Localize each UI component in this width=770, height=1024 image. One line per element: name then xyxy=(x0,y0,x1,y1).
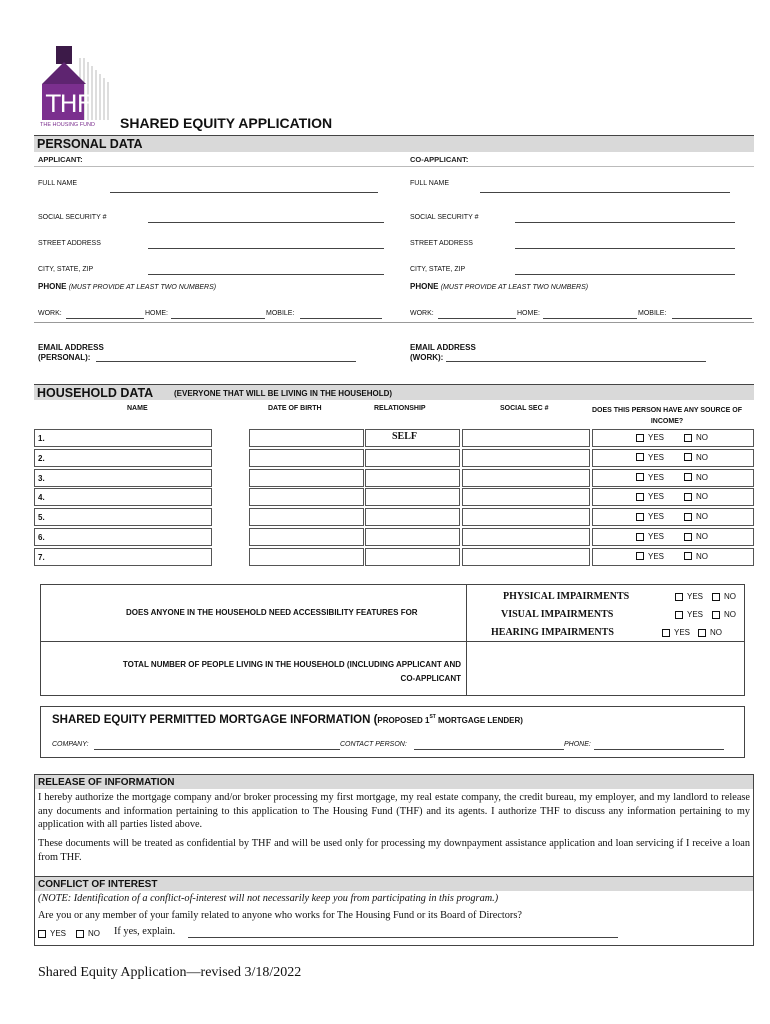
household-row-4-income-yes[interactable] xyxy=(636,492,664,501)
release-heading: RELEASE OF INFORMATION xyxy=(38,777,175,788)
col-dob: DATE OF BIRTH xyxy=(268,405,322,412)
household-row-6-ssn[interactable] xyxy=(462,528,590,546)
applicant-home-phone-field[interactable] xyxy=(171,318,265,319)
accessibility-question: DOES ANYONE IN THE HOUSEHOLD NEED ACCESSIBILITY FEATURES FOR xyxy=(126,608,418,617)
checkbox-icon xyxy=(684,453,692,461)
household-row-7-relationship[interactable] xyxy=(365,548,460,566)
logo-org-name: THE HOUSING FUND xyxy=(40,122,95,128)
household-row-1-dob[interactable] xyxy=(249,429,364,447)
household-row-4-income xyxy=(592,488,754,506)
total-people-label: TOTAL NUMBER OF PEOPLE LIVING IN THE HOUSEHOLD (INCLUDING APPLICANT AND CO-APPLICANT xyxy=(122,660,461,683)
applicant-full-name-field[interactable] xyxy=(110,192,378,193)
checkbox-icon xyxy=(636,513,644,521)
household-row-7-ssn[interactable] xyxy=(462,548,590,566)
household-row-3-dob[interactable] xyxy=(249,469,364,487)
conflict-note: (NOTE: Identification of a conflict-of-interest will not necessarily keep you from participating in this program.) xyxy=(38,893,499,904)
applicant-ssn-field[interactable] xyxy=(148,222,384,223)
applicant-mobile-phone-field[interactable] xyxy=(300,318,382,319)
household-row-2-ssn[interactable] xyxy=(462,449,590,467)
checkbox-label: YES xyxy=(648,452,665,462)
household-row-6-relationship[interactable] xyxy=(365,528,460,546)
conflict-header xyxy=(35,877,753,891)
household-row-number: 4. xyxy=(38,493,45,503)
checkbox-label: NO xyxy=(696,551,708,561)
household-row-2-name[interactable] xyxy=(34,449,212,467)
coapplicant-home-phone-field[interactable] xyxy=(543,318,637,319)
coapplicant-work-phone-field[interactable] xyxy=(438,318,516,319)
visual-no[interactable]: NO xyxy=(712,610,736,619)
checkbox-label: NO xyxy=(696,532,708,541)
hearing-yes[interactable]: YES xyxy=(662,628,690,637)
checkbox-label: NO xyxy=(696,472,708,482)
household-row-5-relationship[interactable] xyxy=(365,508,460,526)
applicant-city-label: CITY, STATE, ZIP xyxy=(38,266,94,273)
household-row-2-income-yes[interactable] xyxy=(636,453,664,462)
household-row-3-relationship[interactable] xyxy=(365,469,460,487)
household-row-6-dob[interactable] xyxy=(249,528,364,546)
household-row-4-income-no[interactable] xyxy=(684,492,708,501)
checkbox-label: YES xyxy=(648,492,665,502)
household-row-5-dob[interactable] xyxy=(249,508,364,526)
household-row-1-income-no[interactable] xyxy=(684,433,708,442)
coapplicant-label: CO-APPLICANT: xyxy=(410,155,469,164)
household-row-1-income xyxy=(592,429,754,447)
household-row-3-income xyxy=(592,469,754,487)
household-row-7-income xyxy=(592,548,754,566)
coapplicant-street-label: STREET ADDRESS xyxy=(410,240,473,247)
household-row-number: 1. xyxy=(38,434,45,443)
household-row-1-ssn[interactable] xyxy=(462,429,590,447)
household-row-6-income xyxy=(592,528,754,546)
household-row-6-name[interactable] xyxy=(34,528,212,546)
household-row-2-income xyxy=(592,449,754,467)
household-row-3-name[interactable] xyxy=(34,469,212,487)
personal-data-header xyxy=(34,135,754,152)
household-row-1-income-yes[interactable] xyxy=(636,433,664,442)
physical-yes[interactable]: YES xyxy=(675,592,703,601)
household-row-number: 5. xyxy=(38,513,45,523)
impairment-visual: VISUAL IMPAIRMENTS xyxy=(501,609,614,620)
col-ssn: SOCIAL SEC # xyxy=(500,405,549,412)
coapplicant-ssn-label: SOCIAL SECURITY # xyxy=(410,214,479,221)
applicant-city-field[interactable] xyxy=(148,274,384,275)
col-name: NAME xyxy=(127,405,148,412)
coapplicant-email-label: EMAIL ADDRESS (WORK): xyxy=(410,343,476,362)
impairment-physical: PHYSICAL IMPAIRMENTS xyxy=(503,591,630,602)
impairment-hearing: HEARING IMPAIRMENTS xyxy=(491,627,614,638)
coapplicant-phone-label: PHONE (MUST PROVIDE AT LEAST TWO NUMBERS) xyxy=(410,282,589,291)
coapplicant-full-name-label: FULL NAME xyxy=(410,180,450,187)
physical-no[interactable]: NO xyxy=(712,592,736,601)
checkbox-icon xyxy=(684,513,692,521)
applicant-street-field[interactable] xyxy=(148,248,384,249)
household-row-4-ssn[interactable] xyxy=(462,488,590,506)
applicant-email-label: EMAIL ADDRESS (PERSONAL): xyxy=(38,343,104,362)
release-header xyxy=(35,775,753,789)
personal-data-heading: PERSONAL DATA xyxy=(37,137,143,151)
release-paragraph-2: These documents will be treated as confidential by THF and will be used only for processing my downpayment assistance application and loan servicing if I receive a loan from THF. xyxy=(38,838,750,863)
mortgage-company-field[interactable] xyxy=(94,749,340,750)
applicant-work-phone-field[interactable] xyxy=(66,318,144,319)
checkbox-icon xyxy=(636,533,644,541)
checkbox-label: YES xyxy=(648,532,665,541)
mortgage-contact-field[interactable] xyxy=(414,749,564,750)
household-row-2-dob[interactable] xyxy=(249,449,364,467)
household-row-5-name[interactable] xyxy=(34,508,212,526)
col-relationship: RELATIONSHIP xyxy=(374,405,426,412)
applicant-phone-label: PHONE (MUST PROVIDE AT LEAST TWO NUMBERS) xyxy=(38,282,217,291)
household-row-4-name[interactable] xyxy=(34,488,212,506)
checkbox-icon xyxy=(684,493,692,501)
self-label: SELF xyxy=(392,431,418,442)
coapplicant-mobile-phone-field[interactable] xyxy=(672,318,752,319)
logo xyxy=(36,44,116,130)
checkbox-label: YES xyxy=(648,433,665,442)
conflict-yes[interactable]: YES xyxy=(38,929,66,938)
household-row-7-income-yes[interactable] xyxy=(636,552,664,561)
conflict-explain-label: If yes, explain. xyxy=(114,926,176,937)
household-row-7-name[interactable] xyxy=(34,548,212,566)
household-row-6-income-no[interactable] xyxy=(684,532,708,541)
conflict-no[interactable]: NO xyxy=(76,929,100,938)
household-row-number: 3. xyxy=(38,473,45,483)
household-subheading: (EVERYONE THAT WILL BE LIVING IN THE HOUSEHOLD) xyxy=(174,389,393,398)
checkbox-label: NO xyxy=(696,452,708,462)
checkbox-icon xyxy=(684,552,692,560)
household-data-header xyxy=(34,384,754,400)
applicant-ssn-label: SOCIAL SECURITY # xyxy=(38,214,107,221)
checkbox-label: YES xyxy=(648,472,665,482)
visual-yes[interactable]: YES xyxy=(675,610,703,619)
checkbox-icon xyxy=(636,493,644,501)
household-row-2-relationship[interactable] xyxy=(365,449,460,467)
checkbox-label: NO xyxy=(696,512,708,522)
household-row-number: 2. xyxy=(38,453,45,463)
checkbox-label: YES xyxy=(648,512,665,522)
conflict-explain-field[interactable] xyxy=(188,937,618,938)
household-row-3-income-yes[interactable] xyxy=(636,473,664,482)
applicant-full-name-label: FULL NAME xyxy=(38,180,78,187)
household-row-number: 7. xyxy=(38,552,45,562)
household-row-3-ssn[interactable] xyxy=(462,469,590,487)
household-row-5-income xyxy=(592,508,754,526)
household-row-number: 6. xyxy=(38,533,45,542)
checkbox-label: NO xyxy=(696,433,708,442)
household-row-6-income-yes[interactable] xyxy=(636,532,664,541)
coapplicant-street-field[interactable] xyxy=(515,248,735,249)
form-title: SHARED EQUITY APPLICATION xyxy=(120,115,333,131)
phone-divider xyxy=(34,322,754,323)
footer-revision: Shared Equity Application—revised 3/18/2022 xyxy=(38,965,302,980)
checkbox-icon xyxy=(636,473,644,481)
coapplicant-city-field[interactable] xyxy=(515,274,735,275)
applicant-street-label: STREET ADDRESS xyxy=(38,240,101,247)
household-row-4-relationship[interactable] xyxy=(365,488,460,506)
household-row-3-income-no[interactable] xyxy=(684,473,708,482)
household-row-2-income-no[interactable] xyxy=(684,453,708,462)
conflict-question: Are you or any member of your family related to anyone who works for The Housing Fund or its Board of Directors? xyxy=(38,910,522,921)
applicant-label: APPLICANT: xyxy=(38,155,83,164)
checkbox-icon xyxy=(636,453,644,461)
coapplicant-full-name-field[interactable] xyxy=(480,192,730,193)
checkbox-icon xyxy=(636,552,644,560)
release-paragraph-1: I hereby authorize the mortgage company and/or broker processing my first mortgage, my real estate company, the credit bureau, my employer, and my landlord to release any documents and information pertaining to this application to The Housing Fund (THF) and its agents. I authorize THF to discuss any information pertaining to my application with all parties listed above. xyxy=(38,792,750,830)
household-row-5-ssn[interactable] xyxy=(462,508,590,526)
household-row-5-income-no[interactable] xyxy=(684,512,708,521)
accessibility-divider-h xyxy=(40,641,745,642)
logo-mark: THF xyxy=(46,90,90,118)
hearing-no[interactable]: NO xyxy=(698,628,722,637)
mortgage-phone-field[interactable] xyxy=(594,749,724,750)
household-row-7-dob[interactable] xyxy=(249,548,364,566)
household-heading: HOUSEHOLD DATA xyxy=(37,386,154,400)
household-row-7-income-no[interactable] xyxy=(684,552,708,561)
mortgage-heading: SHARED EQUITY PERMITTED MORTGAGE INFORMATION (PROPOSED 1ST MORTGAGE LENDER) xyxy=(52,714,523,726)
checkbox-icon xyxy=(636,434,644,442)
household-row-4-dob[interactable] xyxy=(249,488,364,506)
coapplicant-ssn-field[interactable] xyxy=(515,222,735,223)
coapplicant-city-label: CITY, STATE, ZIP xyxy=(410,266,466,273)
checkbox-icon xyxy=(684,434,692,442)
conflict-heading: CONFLICT OF INTEREST xyxy=(38,879,158,890)
coapplicant-email-field[interactable] xyxy=(446,361,706,362)
checkbox-icon xyxy=(684,473,692,481)
applicant-phone-row: WORK: HOME: MOBILE: xyxy=(38,310,382,322)
checkbox-label: NO xyxy=(696,492,708,502)
mortgage-fields: COMPANY: CONTACT PERSON: PHONE: xyxy=(52,741,732,753)
col-income: DOES THIS PERSON HAVE ANY SOURCE OF INCOME? xyxy=(592,407,743,425)
personal-divider xyxy=(34,166,754,167)
household-row-5-income-yes[interactable] xyxy=(636,512,664,521)
applicant-email-field[interactable] xyxy=(96,361,356,362)
total-people-field[interactable] xyxy=(468,643,744,695)
accessibility-divider-v xyxy=(466,584,467,696)
coapplicant-phone-row: WORK: HOME: MOBILE: xyxy=(410,310,752,322)
household-row-1-name[interactable] xyxy=(34,429,212,447)
checkbox-label: YES xyxy=(648,551,665,561)
checkbox-icon xyxy=(684,533,692,541)
